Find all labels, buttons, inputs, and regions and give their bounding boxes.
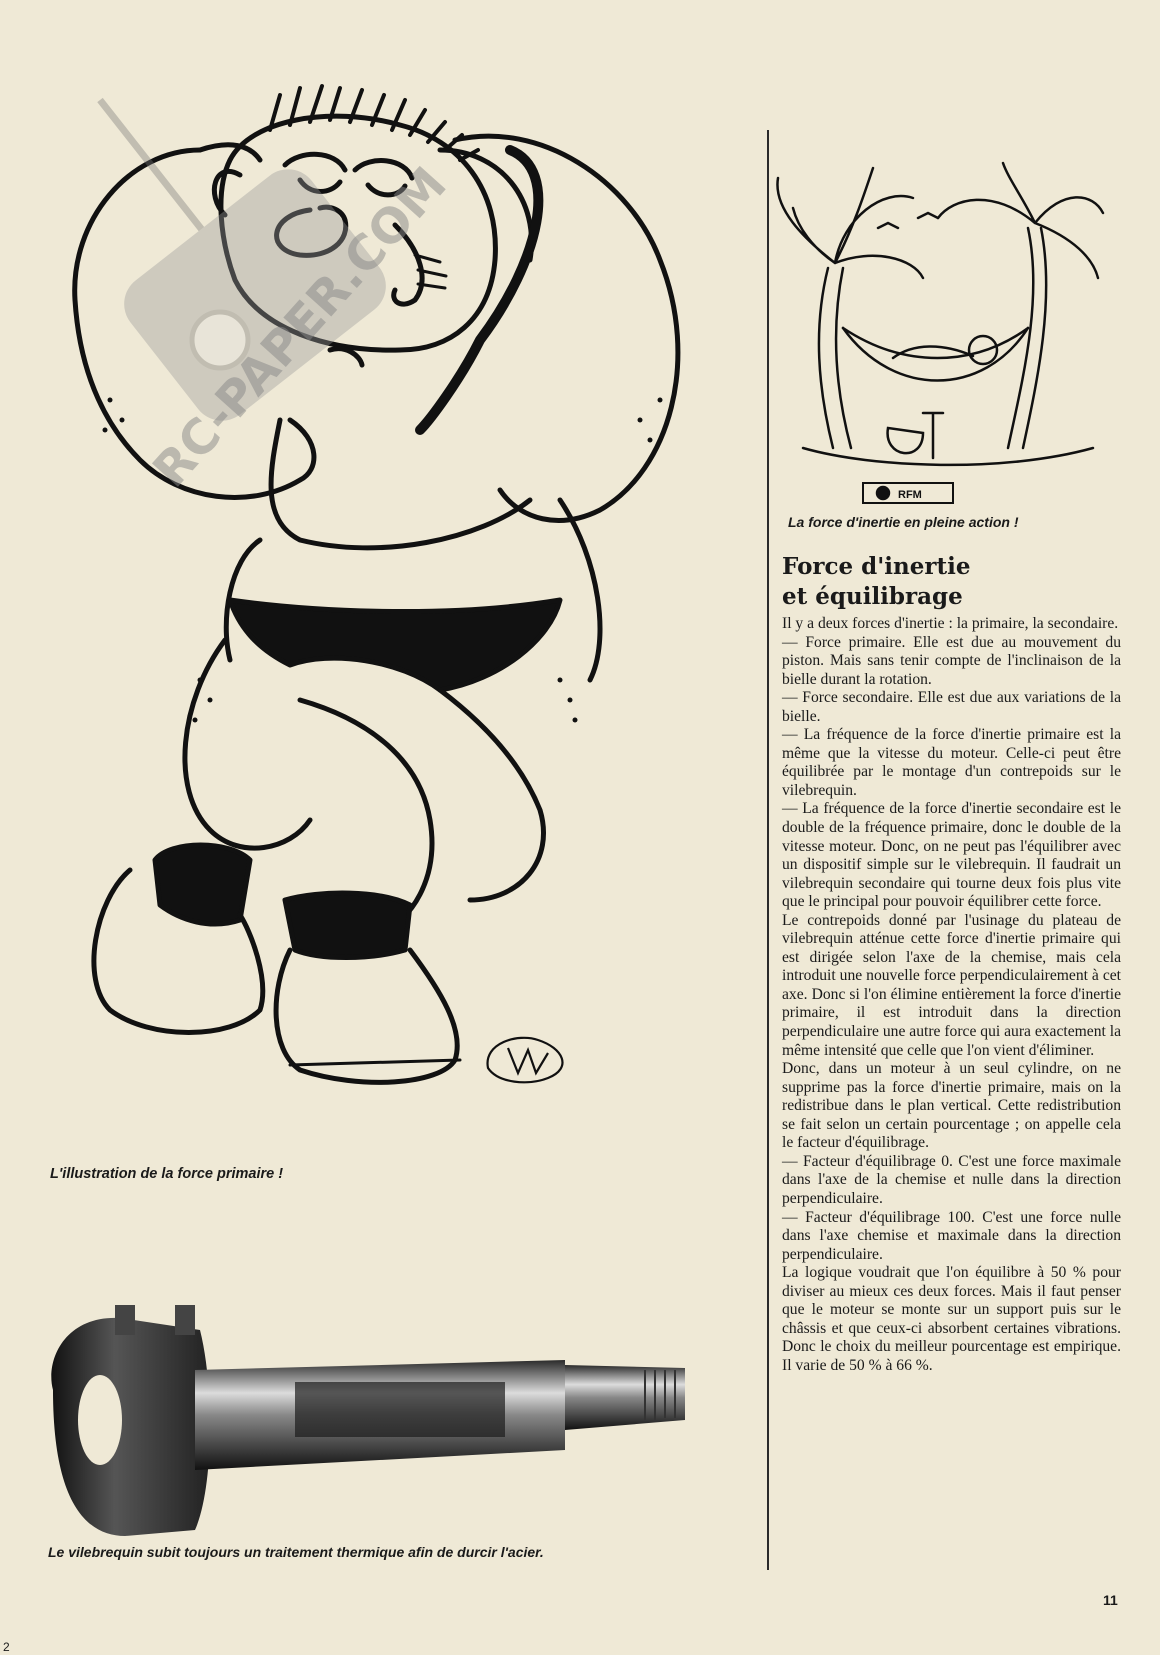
column-divider <box>767 130 769 1570</box>
paragraph: La logique voudrait que l'on équilibre à 50 % pour diviser au mieux ces deux forces. Mais il faut penser que le moteur se monte sur un support puis sur le châssis et que ceux-ci absorbent certaines vibrations. Donc le choix du meilleur pourcentage est empirique. Il varie de 50 % à 66 %. <box>782 1264 1121 1374</box>
article-heading <box>782 552 1082 612</box>
hammock-caption: La force d'inertie en pleine action ! <box>788 514 1019 530</box>
strongman-caption: L'illustration de la force primaire ! <box>50 1166 284 1182</box>
paragraph: Donc, dans un moteur à un seul cylindre, on ne supprime pas la force d'inertie primaire, mais on la redistribue dans le plan vertical. Cette redistribution se fait selon un certain pourcentage ; on appelle cela le facteur d'équilibrage. <box>782 1060 1121 1152</box>
watermark-text: RC-PAPER.COM <box>142 156 458 499</box>
article-body <box>782 615 1121 1375</box>
rc-transmitter-icon <box>80 90 510 499</box>
page-number: 11 <box>1103 1592 1118 1608</box>
crankshaft-caption: Le vilebrequin subit toujours un traitement thermique afin de durcir l'acier. <box>48 1544 544 1560</box>
paragraph: — Facteur d'équilibrage 0. C'est une force maximale dans l'axe de la chemise et nulle dans la direction perpendiculaire. <box>782 1152 1121 1207</box>
article-heading-line2: et équilibrage <box>782 583 963 610</box>
paragraph: — La fréquence de la force d'inertie secondaire est le double de la fréquence primaire, donc le double de la vitesse moteur. Donc, on ne peut pas l'équilibrer avec un dispositif simple sur le vilebrequin. Il faudrait un vilebrequin secondaire qui tourne deux fois plus vite que le principal pour pouvoir équilibrer cette force. <box>782 800 1121 911</box>
paragraph: — Force secondaire. Elle est due aux variations de la bielle. <box>782 689 1121 725</box>
radio-label: RFM <box>898 489 922 501</box>
paragraph: — Force primaire. Elle est due au mouvement du piston. Mais sans tenir compte de l'inclinaison de la bielle durant la rotation. <box>782 633 1121 688</box>
paragraph: — Facteur d'équilibrage 100. C'est une force nulle dans l'axe chemise et maximale dans la direction perpendiculaire. <box>782 1208 1121 1263</box>
crankshaft-photo <box>45 1300 750 1540</box>
article-heading-line1: Force d'inertie <box>782 553 971 580</box>
hammock-cartoon <box>773 128 1113 508</box>
paragraph: — La fréquence de la force d'inertie primaire est la même que la vitesse du moteur. Celle-ci peut être équilibrée par le montage d'un contrepoids sur le vilebrequin. <box>782 726 1121 799</box>
paragraph: Il y a deux forces d'inertie : la primaire, la secondaire. <box>782 615 1119 632</box>
artist-signature-icon <box>478 1028 576 1088</box>
paragraph: Le contrepoids donné par l'usinage du plateau de vilebrequin atténue cette force d'inertie primaire qui est dirigée selon l'axe de la chemise, mais cela introduit une nouvelle force perpendiculairement à cet axe. Donc si l'on élimine entièrement la force d'inertie primaire, il est introduit dans la direction perpendiculaire une autre force qui aura exactement la même intensité que celle que l'on vient d'éliminer. <box>782 911 1121 1059</box>
page-number-left: 2 <box>3 1640 10 1654</box>
